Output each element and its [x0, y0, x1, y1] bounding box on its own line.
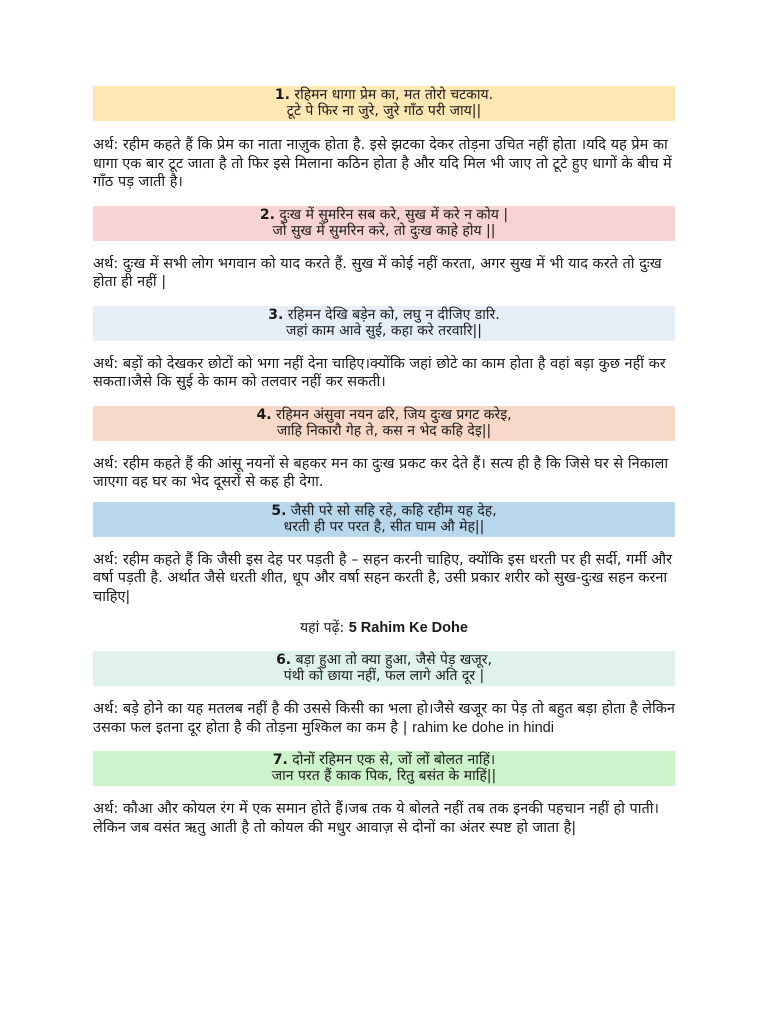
doha-line-2: धरती ही पर परत है, सीत घाम औ मेह|| — [283, 518, 485, 535]
doha-7-verse — [93, 751, 675, 786]
heading-prefix: यहां पढ़ें: — [300, 620, 349, 636]
dohe-document — [93, 86, 675, 837]
read-more-heading — [93, 620, 675, 636]
doha-line-2: जान परत हैं काक पिक, रितु बसंत के माहिं|| — [271, 768, 497, 784]
doha-6-meaning — [93, 700, 675, 737]
doha-1-meaning: अर्थ: रहीम कहते हैं कि प्रेम का नाता नाज़ुक होता है. इसे झटका देकर तोड़ना उचित नहीं होता ।यदि यह प्रेम का धागा एक बार टूट जाता है तो फिर इसे मिलाना कठिन होता है और यदि मिल भी जाए तो टूटे हुए धागों के बीच में गाँठ पड़ जाती है। — [93, 137, 672, 190]
doha-5-meaning: अर्थ: रहीम कहते हैं कि जैसी इस देह पर पड़ती है – सहन करनी चाहिए, क्योंकि इस धरती पर ही सर्दी, गर्मी और वर्षा पड़ती है. अर्थात जैसे धरती शीत, धूप और वर्षा सहन करती है, उसी प्रकार शरीर को सुख-दुःख सहन करना चाहिए| — [93, 551, 673, 605]
doha-line-1: रहिमन देखि बड़ेन को, लघु न दीजिए डारि. — [287, 306, 500, 323]
doha-line-2: जो सुख में सुमरिन करे, तो दुःख काहे होय || — [272, 222, 496, 239]
doha-4-verse — [93, 406, 675, 441]
doha-4-meaning: अर्थ: रहीम कहते हैं की आंसू नयनों से बहकर मन का दुःख प्रकट कर देते हैं। सत्य ही है कि जिसे घर से निकाला जाएगा वह घर का भेद दूसरों से कह ही देगा. — [93, 455, 669, 490]
doha-7-meaning: अर्थ: कौआ और कोयल रंग में एक समान होते हैं।जब तक ये बोलते नहीं तब तक इनकी पहचान नहीं हो पाती।लेकिन जब वसंत ऋतु आती है तो कोयल की मधुर आवाज़ से दोनों का अंतर स्पष्ट हो जाता है| — [93, 801, 660, 836]
heading-link[interactable]: 5 Rahim Ke Dohe — [348, 620, 468, 636]
doha-line-1: रहिमन धागा प्रेम का, मत तोरो चटकाय. — [294, 87, 494, 103]
doha-3-verse — [93, 306, 675, 341]
doha-2-meaning: अर्थ: दुःख में सभी लोग भगवान को याद करते हैं. सुख में कोई नहीं करता, अगर सुख में भी याद करते तो दुःख होता ही नहीं | — [93, 255, 662, 290]
doha-line-1: जैसी परे सो सहि रहे, कहि रहीम यह देह, — [290, 502, 497, 519]
doha-line-2: पंथी को छाया नहीं, फल लागे अति दूर | — [283, 668, 485, 684]
doha-number: 4. — [256, 406, 272, 423]
doha-3-meaning: अर्थ: बड़ों को देखकर छोटों को भगा नहीं देना चाहिए।क्योंकि जहां छोटे का काम होता है वहां बड़ा कुछ नहीं कर सकता।जैसे कि सुई के काम को तलवार नहीं कर सकती। — [93, 355, 666, 390]
doha-6-meaning-english: rahim ke dohe in hindi — [412, 719, 554, 736]
doha-line-2: जहां काम आवे सुई, कहा करे तरवारि|| — [286, 322, 482, 339]
doha-line-2: टूटे पे फिर ना जुरे, जुरे गाँठ परी जाय|| — [286, 103, 482, 119]
doha-line-2: जाहि निकारौ गेह ते, कस न भेद कहि देइ|| — [276, 422, 492, 439]
doha-number: 6. — [276, 652, 292, 668]
doha-number: 7. — [272, 752, 288, 768]
doha-line-1: बड़ा हुआ तो क्या हुआ, जैसे पेड़ खजूर, — [295, 652, 492, 668]
doha-line-1: दोनों रहिमन एक से, जों लों बोलत नाहिं। — [292, 752, 496, 768]
doha-5-verse — [93, 502, 675, 537]
doha-line-1: रहिमन अंसुवा नयन ढरि, जिय दुःख प्रगट करेइ, — [275, 406, 512, 423]
doha-line-1: दुःख में सुमरिन सब करे, सुख में करे न कोय | — [279, 206, 509, 223]
doha-number: 2. — [259, 206, 275, 223]
doha-2-verse — [93, 206, 675, 241]
doha-1-verse — [93, 86, 675, 121]
doha-number: 1. — [274, 87, 290, 103]
doha-number: 5. — [271, 502, 287, 519]
doha-6-meaning-text: अर्थ: बड़े होने का यह मतलब नहीं है की उससे किसी का भला हो।जैसे खजूर का पेड़ तो बहुत बड़ा होता है लेकिन उसका फल इतना दूर होता है की तोड़ना मुश्किल का कम है | — [93, 701, 675, 736]
doha-number: 3. — [268, 306, 284, 323]
doha-6-verse — [93, 651, 675, 686]
